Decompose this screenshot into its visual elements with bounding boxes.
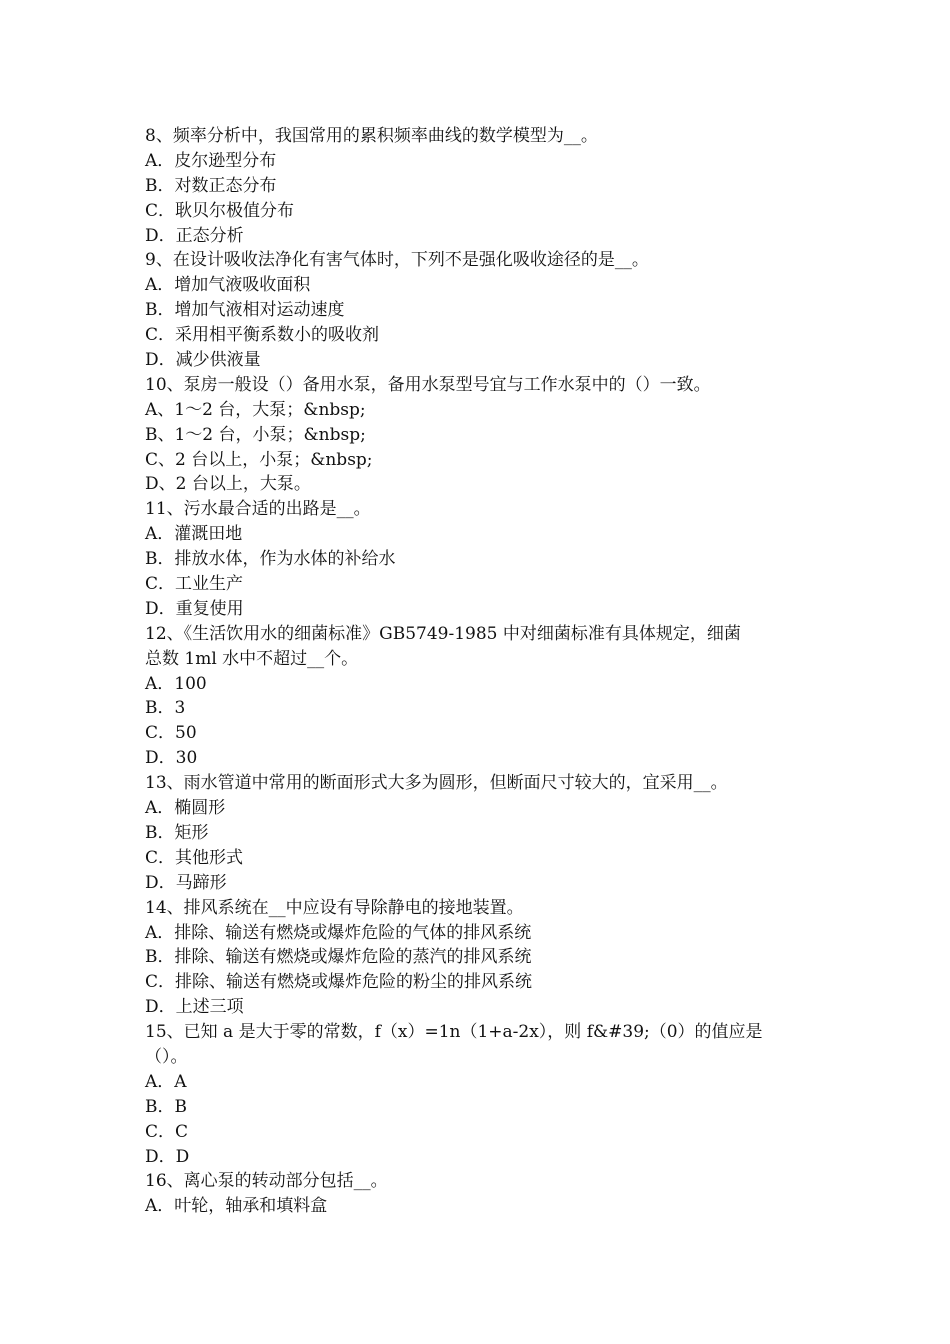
- option-a: A．100: [145, 673, 207, 694]
- option-b: B．排放水体，作为水体的补给水: [145, 549, 396, 570]
- question-13: [145, 771, 810, 895]
- option-b: B．矩形: [145, 822, 209, 843]
- question-stem-line-2: 总数 1ml 水中不超过__个。: [145, 648, 359, 669]
- option-d: D．上述三项: [145, 997, 244, 1018]
- question-stem: 16、离心泵的转动部分包括__。: [145, 1171, 388, 1192]
- option-c: C．排除、输送有燃烧或爆炸危险的粉尘的排风系统: [145, 972, 533, 993]
- question-stem: 9、在设计吸收法净化有害气体时，下列不是强化吸收途径的是__。: [145, 250, 649, 271]
- question-11: [145, 497, 810, 621]
- option-a: A．椭圆形: [145, 798, 226, 819]
- question-stem: 8、频率分析中，我国常用的累积频率曲线的数学模型为__。: [145, 126, 598, 146]
- option-d: D、2 台以上，大泵。: [145, 474, 311, 495]
- option-a: A．增加气液吸收面积: [145, 275, 311, 296]
- option-a: A、1～2 台，大泵；&nbsp;: [145, 399, 366, 420]
- option-c: C．其他形式: [145, 847, 244, 868]
- option-c: C．工业生产: [145, 574, 244, 595]
- question-stem-line-2: （）。: [145, 1046, 188, 1067]
- option-d: D．马蹄形: [145, 872, 227, 893]
- option-d: D．D: [145, 1146, 190, 1167]
- question-stem-line-1: 12、《生活饮用水的细菌标准》GB5749-1985 中对细菌标准有具体规定，细菌: [145, 623, 741, 644]
- option-c: C．50: [145, 723, 197, 744]
- question-15: [145, 1020, 810, 1169]
- option-a: A．叶轮，轴承和填料盒: [145, 1196, 328, 1217]
- option-a: A．灌溉田地: [145, 524, 243, 545]
- question-stem: 11、污水最合适的出路是__。: [145, 499, 371, 520]
- option-b: B、1～2 台，小泵；&nbsp;: [145, 424, 366, 445]
- option-b: B．增加气液相对运动速度: [145, 300, 345, 321]
- question-stem: 14、排风系统在__中应设有导除静电的接地装置。: [145, 897, 524, 918]
- option-a: A．排除、输送有燃烧或爆炸危险的气体的排风系统: [145, 922, 532, 943]
- option-c: C、2 台以上，小泵；&nbsp;: [145, 449, 373, 470]
- question-12: [145, 622, 810, 771]
- question-stem: 13、雨水管道中常用的断面形式大多为圆形，但断面尺寸较大的，宜采用__。: [145, 773, 728, 794]
- option-d: D．正态分析: [145, 225, 244, 246]
- option-c: C．耿贝尔极值分布: [145, 200, 295, 221]
- option-b: B．3: [145, 698, 186, 719]
- question-stem: 10、泵房一般设（）备用水泵，备用水泵型号宜与工作水泵中的（）一致。: [145, 374, 711, 395]
- option-d: D．30: [145, 748, 198, 769]
- document-page: [145, 124, 810, 1219]
- question-stem-line-1: 15、已知 a 是大于零的常数，f（x）=1n（1+a-2x），则 f&#39;（0）的值应是: [145, 1022, 763, 1043]
- option-d: D．重复使用: [145, 598, 244, 619]
- option-a: A．A: [145, 1071, 187, 1092]
- option-b: B．B: [145, 1096, 187, 1117]
- option-b: B．排除、输送有燃烧或爆炸危险的蒸汽的排风系统: [145, 947, 532, 968]
- option-c: C．采用相平衡系数小的吸收剂: [145, 325, 380, 346]
- question-9: [145, 248, 810, 372]
- option-d: D．减少供液量: [145, 350, 261, 371]
- option-c: C．C: [145, 1121, 189, 1142]
- question-16: [145, 1169, 810, 1219]
- option-b: B．对数正态分布: [145, 175, 277, 196]
- question-10: [145, 373, 810, 497]
- question-14: [145, 896, 810, 1020]
- option-a: A．皮尔逊型分布: [145, 150, 277, 171]
- question-8: [145, 124, 810, 248]
